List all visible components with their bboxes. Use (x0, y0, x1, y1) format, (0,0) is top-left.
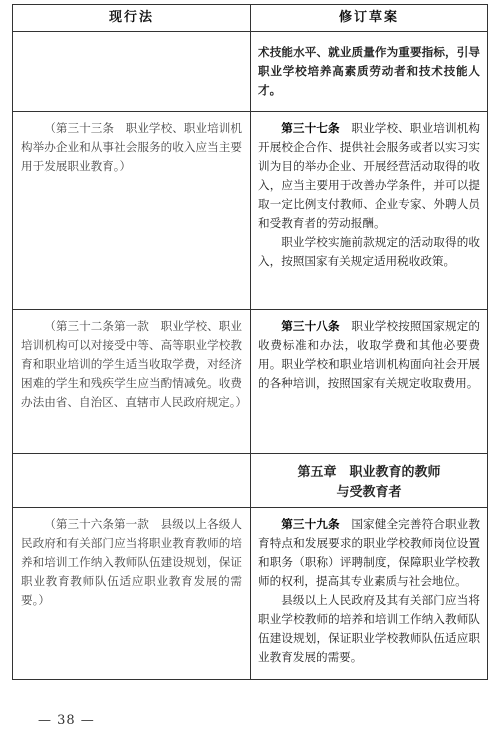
row-divider (13, 507, 487, 508)
column-divider (250, 5, 251, 679)
article-38-text: 职业学校按照国家规定的收费标准和办法，收取学费和其他必要费用。职业学校和职业培训机构面向社会开展的各种培训，按照国家有关规定收取费用。 (258, 319, 480, 390)
chapter-heading (258, 463, 480, 503)
row-3-draft-text (258, 317, 480, 393)
column-header-current-law: 现行法 (108, 10, 154, 25)
row-3-current-law-paragraph: （第三十二条第一款 职业学校、职业培训机构可以对接受中等、高等职业学校教育和职业培训的学生适当收取学费，对经济困难的学生和残疾学生应当酌情减免。收费办法由省、自治区、直辖市人民政府规定。） (21, 319, 248, 409)
article-37-label: 第三十七条 (281, 121, 340, 135)
row-3-draft-paragraph (258, 317, 480, 393)
row-2-draft-paragraph-2: 职业学校实施前款规定的活动取得的收入，按照国家有关规定适用税收政策。 (258, 235, 480, 268)
row-3-current-law-text (21, 317, 248, 412)
column-header-draft: 修订草案 (338, 10, 399, 25)
row-5-current-law-text (21, 515, 242, 610)
row-2-current-law-paragraph: （第三十三条 职业学校、职业培训机构举办企业和从事社会服务的收入应当主要用于发展职业教育。） (21, 121, 242, 173)
row-2-draft-paragraph-1 (258, 119, 480, 233)
row-2-current-law-text (21, 119, 242, 176)
chapter-title-line-2: 与受教育者 (336, 485, 402, 500)
row-divider (13, 111, 487, 112)
comparison-table (12, 4, 488, 680)
row-5-current-law-paragraph: （第三十六条第一款 县级以上各级人民政府和有关部门应当将职业教育教师的培养和培训工作纳入教师队伍建设规划，保证职业教育教师队伍适应职业教育发展的需要。） (21, 517, 242, 607)
chapter-title-line-1: 第五章 职业教育的教师 (297, 465, 441, 480)
row-5-draft-paragraph-1 (258, 515, 480, 591)
article-38-label: 第三十八条 (281, 319, 340, 333)
article-39-text: 国家健全完善符合职业教育特点和发展要求的职业学校教师岗位设置和职务（职称）评聘制度，保障职业学校教师的权利，提高其专业素质与社会地位。 (258, 517, 480, 588)
header-divider (13, 31, 487, 32)
row-5-draft-text (258, 515, 480, 667)
row-1-draft-paragraph: 术技能水平、就业质量作为重要指标，引导职业学校培养高素质劳动者和技术技能人才。 (258, 45, 480, 97)
row-1-draft-text (258, 43, 480, 100)
page-number: — 38 — (38, 713, 95, 728)
row-2-draft-text (258, 119, 480, 271)
article-37-text: 职业学校、职业培训机构开展校企合作、提供社会服务或者以实习实训为目的举办企业、开展经营活动取得的收入，应当主要用于改善办学条件，并可以提取一定比例支付教师、企业专家、外聘人员和受教育者的劳动报酬。 (258, 121, 480, 230)
row-divider (13, 453, 487, 454)
article-39-label: 第三十九条 (281, 517, 340, 531)
row-5-draft-paragraph-2: 县级以上人民政府及其有关部门应当将职业学校教师的培养和培训工作纳入教师队伍建设规划，保证职业学校教师队伍适应职业教育发展的需要。 (258, 593, 480, 664)
row-divider (13, 309, 487, 310)
